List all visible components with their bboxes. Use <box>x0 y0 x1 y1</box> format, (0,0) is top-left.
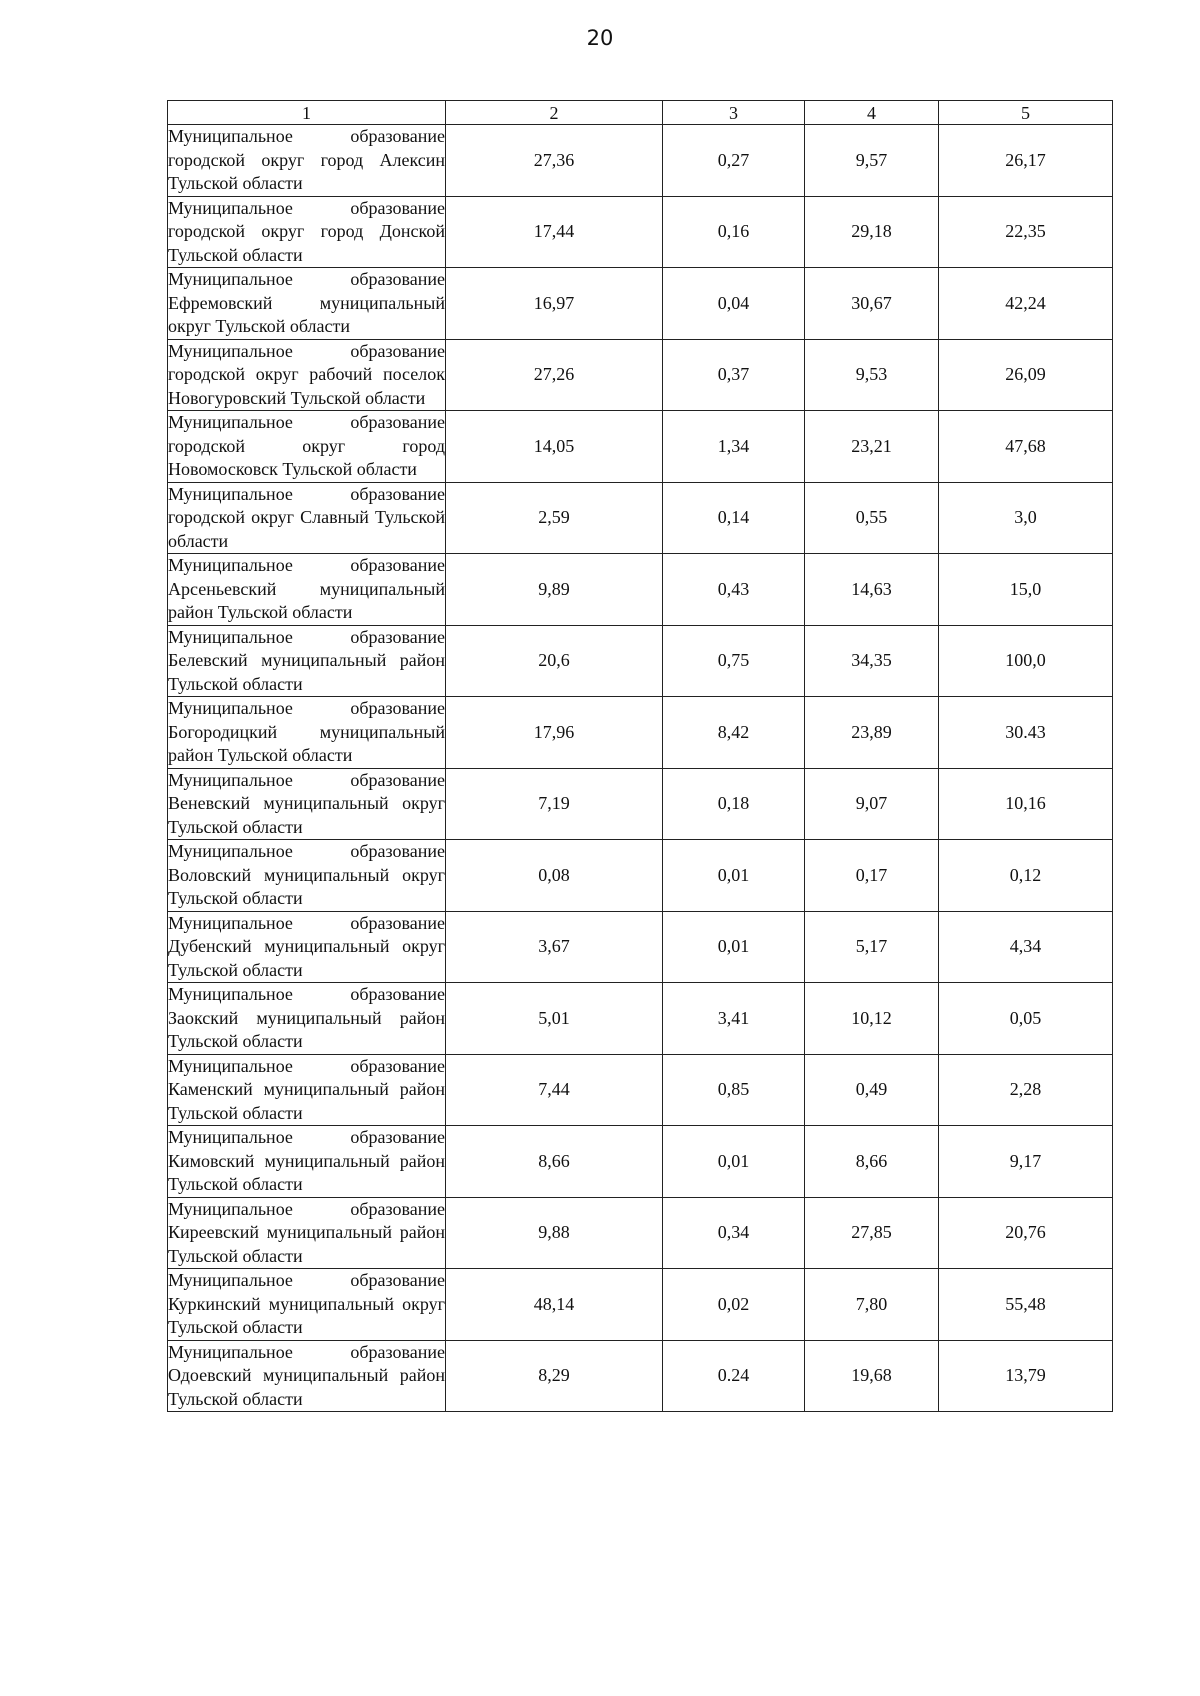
table-row <box>168 1340 1113 1412</box>
value-cell-col2: 0,08 <box>446 840 663 912</box>
table-row <box>168 1269 1113 1341</box>
value-cell-col4: 14,63 <box>805 554 939 626</box>
value-cell-col3: 0,43 <box>663 554 805 626</box>
municipality-name-cell: Муниципальное образование Одоевский муниципальный район Тульской области <box>168 1340 446 1412</box>
value-cell-col5: 30.43 <box>939 697 1113 769</box>
value-cell-col2: 8,29 <box>446 1340 663 1412</box>
municipality-name-cell: Муниципальное образование Заокский муниципальный район Тульской области <box>168 983 446 1055</box>
municipality-name-cell: Муниципальное образование Дубенский муниципальный округ Тульской области <box>168 911 446 983</box>
value-cell-col2: 17,96 <box>446 697 663 769</box>
municipality-name-cell: Муниципальное образование Кимовский муниципальный район Тульской области <box>168 1126 446 1198</box>
column-header-3: 3 <box>663 101 805 125</box>
value-cell-col5: 15,0 <box>939 554 1113 626</box>
value-cell-col5: 9,17 <box>939 1126 1113 1198</box>
table-row <box>168 411 1113 483</box>
table-row <box>168 625 1113 697</box>
table-row <box>168 697 1113 769</box>
value-cell-col2: 9,89 <box>446 554 663 626</box>
value-cell-col4: 8,66 <box>805 1126 939 1198</box>
value-cell-col3: 0,34 <box>663 1197 805 1269</box>
municipality-name-cell: Муниципальное образование городской округ город Алексин Тульской области <box>168 125 446 197</box>
value-cell-col5: 26,17 <box>939 125 1113 197</box>
value-cell-col4: 0,55 <box>805 482 939 554</box>
value-cell-col2: 7,44 <box>446 1054 663 1126</box>
table-row <box>168 983 1113 1055</box>
value-cell-col2: 9,88 <box>446 1197 663 1269</box>
value-cell-col3: 0,37 <box>663 339 805 411</box>
value-cell-col4: 29,18 <box>805 196 939 268</box>
value-cell-col4: 23,89 <box>805 697 939 769</box>
value-cell-col4: 27,85 <box>805 1197 939 1269</box>
value-cell-col3: 0,02 <box>663 1269 805 1341</box>
value-cell-col2: 27,26 <box>446 339 663 411</box>
value-cell-col4: 30,67 <box>805 268 939 340</box>
table-row <box>168 1126 1113 1198</box>
value-cell-col2: 17,44 <box>446 196 663 268</box>
municipality-name-cell: Муниципальное образование Веневский муниципальный округ Тульской области <box>168 768 446 840</box>
value-cell-col3: 0,75 <box>663 625 805 697</box>
municipality-name-cell: Муниципальное образование городской округ рабочий поселок Новогуровский Тульской области <box>168 339 446 411</box>
value-cell-col4: 9,57 <box>805 125 939 197</box>
value-cell-col5: 20,76 <box>939 1197 1113 1269</box>
value-cell-col5: 0,05 <box>939 983 1113 1055</box>
value-cell-col5: 100,0 <box>939 625 1113 697</box>
municipality-name-cell: Муниципальное образование городской округ Славный Тульской области <box>168 482 446 554</box>
value-cell-col4: 23,21 <box>805 411 939 483</box>
table-row <box>168 840 1113 912</box>
value-cell-col5: 55,48 <box>939 1269 1113 1341</box>
data-table <box>167 100 1113 1412</box>
table-row <box>168 268 1113 340</box>
value-cell-col5: 26,09 <box>939 339 1113 411</box>
column-header-2: 2 <box>446 101 663 125</box>
value-cell-col4: 9,07 <box>805 768 939 840</box>
value-cell-col2: 7,19 <box>446 768 663 840</box>
table-row <box>168 196 1113 268</box>
value-cell-col4: 7,80 <box>805 1269 939 1341</box>
table-row <box>168 125 1113 197</box>
table-row <box>168 1054 1113 1126</box>
value-cell-col3: 0,01 <box>663 1126 805 1198</box>
value-cell-col5: 3,0 <box>939 482 1113 554</box>
value-cell-col4: 34,35 <box>805 625 939 697</box>
value-cell-col2: 14,05 <box>446 411 663 483</box>
value-cell-col3: 0,01 <box>663 840 805 912</box>
value-cell-col3: 0,27 <box>663 125 805 197</box>
municipality-name-cell: Муниципальное образование Арсеньевский муниципальный район Тульской области <box>168 554 446 626</box>
value-cell-col3: 0,01 <box>663 911 805 983</box>
municipality-name-cell: Муниципальное образование Богородицкий муниципальный район Тульской области <box>168 697 446 769</box>
municipality-name-cell: Муниципальное образование Ефремовский муниципальный округ Тульской области <box>168 268 446 340</box>
value-cell-col4: 9,53 <box>805 339 939 411</box>
value-cell-col2: 8,66 <box>446 1126 663 1198</box>
table-row <box>168 768 1113 840</box>
header-row <box>168 101 1113 125</box>
value-cell-col5: 2,28 <box>939 1054 1113 1126</box>
column-header-5: 5 <box>939 101 1113 125</box>
municipality-name-cell: Муниципальное образование Каменский муниципальный район Тульской области <box>168 1054 446 1126</box>
column-header-4: 4 <box>805 101 939 125</box>
value-cell-col2: 16,97 <box>446 268 663 340</box>
value-cell-col2: 5,01 <box>446 983 663 1055</box>
value-cell-col3: 1,34 <box>663 411 805 483</box>
value-cell-col2: 20,6 <box>446 625 663 697</box>
value-cell-col4: 0,17 <box>805 840 939 912</box>
value-cell-col2: 48,14 <box>446 1269 663 1341</box>
table-body <box>168 125 1113 1412</box>
municipality-name-cell: Муниципальное образование Воловский муниципальный округ Тульской области <box>168 840 446 912</box>
value-cell-col3: 3,41 <box>663 983 805 1055</box>
value-cell-col2: 3,67 <box>446 911 663 983</box>
value-cell-col4: 5,17 <box>805 911 939 983</box>
page-number: 20 <box>586 26 614 50</box>
value-cell-col3: 8,42 <box>663 697 805 769</box>
municipality-name-cell: Муниципальное образование городской округ город Новомосковск Тульской области <box>168 411 446 483</box>
value-cell-col3: 0.24 <box>663 1340 805 1412</box>
table-row <box>168 911 1113 983</box>
value-cell-col4: 10,12 <box>805 983 939 1055</box>
municipality-name-cell: Муниципальное образование городской округ город Донской Тульской области <box>168 196 446 268</box>
value-cell-col3: 0,14 <box>663 482 805 554</box>
value-cell-col5: 13,79 <box>939 1340 1113 1412</box>
value-cell-col5: 22,35 <box>939 196 1113 268</box>
value-cell-col3: 0,16 <box>663 196 805 268</box>
value-cell-col3: 0,85 <box>663 1054 805 1126</box>
column-header-1: 1 <box>168 101 446 125</box>
table-row <box>168 482 1113 554</box>
table-row <box>168 554 1113 626</box>
value-cell-col4: 19,68 <box>805 1340 939 1412</box>
table-row <box>168 1197 1113 1269</box>
value-cell-col5: 4,34 <box>939 911 1113 983</box>
table-row <box>168 339 1113 411</box>
value-cell-col2: 27,36 <box>446 125 663 197</box>
value-cell-col5: 0,12 <box>939 840 1113 912</box>
value-cell-col3: 0,04 <box>663 268 805 340</box>
value-cell-col5: 47,68 <box>939 411 1113 483</box>
value-cell-col5: 10,16 <box>939 768 1113 840</box>
municipality-name-cell: Муниципальное образование Киреевский муниципальный район Тульской области <box>168 1197 446 1269</box>
value-cell-col4: 0,49 <box>805 1054 939 1126</box>
municipality-name-cell: Муниципальное образование Белевский муниципальный район Тульской области <box>168 625 446 697</box>
municipality-name-cell: Муниципальное образование Куркинский муниципальный округ Тульской области <box>168 1269 446 1341</box>
value-cell-col5: 42,24 <box>939 268 1113 340</box>
value-cell-col2: 2,59 <box>446 482 663 554</box>
value-cell-col3: 0,18 <box>663 768 805 840</box>
